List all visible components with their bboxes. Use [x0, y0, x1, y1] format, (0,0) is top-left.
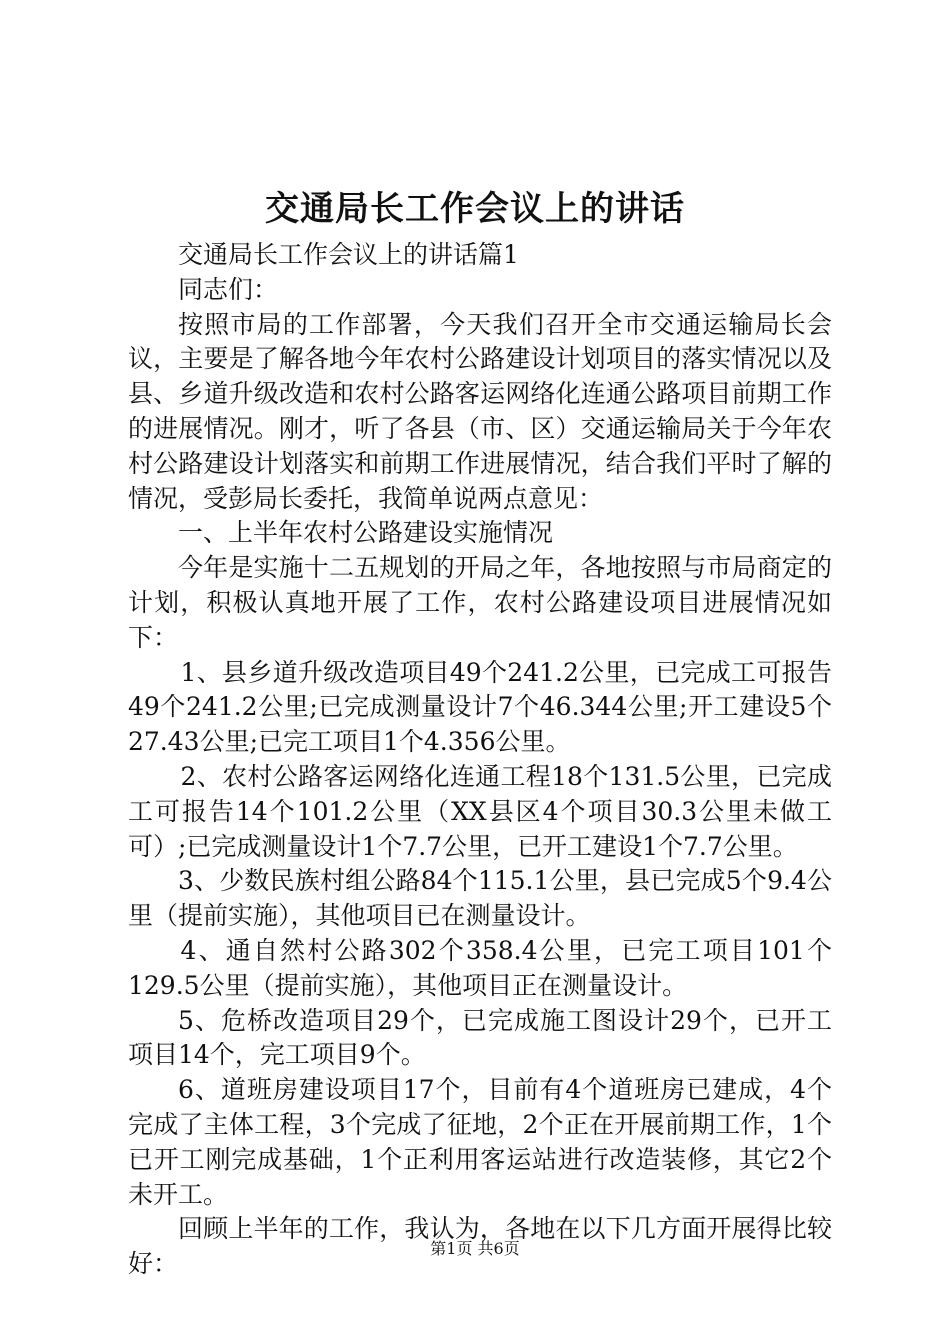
paragraph: 按照市局的工作部署，今天我们召开全市交通运输局长会议，主要是了解各地今年农村公路建设计划项目的落实情况以及县、乡道升级改造和农村公路客运网络化连通公路项目前期工作的进展情况。刚才，听了各县（市、区）交通运输局关于今年农村公路建设计划落实和前期工作进展情况，结合我们平时了解的情况，受彭局长委托，我简单说两点意见： [128, 309, 832, 513]
section-heading: 交通局长工作会议上的讲话篇1 [178, 240, 519, 269]
salutation: 同志们： [178, 274, 279, 304]
document-title: 交通局长工作会议上的讲话 [265, 189, 685, 229]
list-item: 2、农村公路客运网络化连通工程18个131.5公里，已完成工可报告14个101.2公里（XX县区4个项目30.3公里未做工可）;已完成测量设计1个7.7公里，已开工建设1个7.7公里。 [128, 761, 832, 861]
paragraph: 今年是实施十二五规划的开局之年，各地按照与市局商定的计划，积极认真地开展了工作，农村公路建设项目进展情况如下： [128, 553, 832, 652]
paragraph: 回顾上半年的工作，我认为，各地在以下几方面开展得比较好： [128, 1214, 832, 1279]
list-item: 6、道班房建设项目17个，目前有4个道班房已建成，4个完成了主体工程，3个完成了征地，2个正在开展前期工作，1个已开工刚完成基础，1个正利用客运站进行改造装修，其它2个未开工。 [128, 1075, 832, 1209]
list-item: 1、县乡道升级改造项目49个241.2公里，已完成工可报告49个241.2公里;已完成测量设计7个46.344公里;开工建设5个27.43公里;已完工项目1个4.356公里。 [128, 657, 832, 757]
document-body [128, 238, 832, 1282]
subsection-heading: 一、上半年农村公路建设实施情况 [178, 518, 554, 548]
list-item: 3、少数民族村组公路84个115.1公里，县已完成5个9.4公里（提前实施），其他项目已在测量设计。 [128, 866, 832, 931]
list-item: 5、危桥改造项目29个，已完成施工图设计29个，已开工项目14个，完工项目9个。 [128, 1005, 832, 1070]
page-number-footer: 第1页 共6页 [430, 1239, 520, 1258]
list-item: 4、通自然村公路302个358.4公里，已完工项目101个129.5公里（提前实施），其他项目正在测量设计。 [128, 935, 832, 1000]
